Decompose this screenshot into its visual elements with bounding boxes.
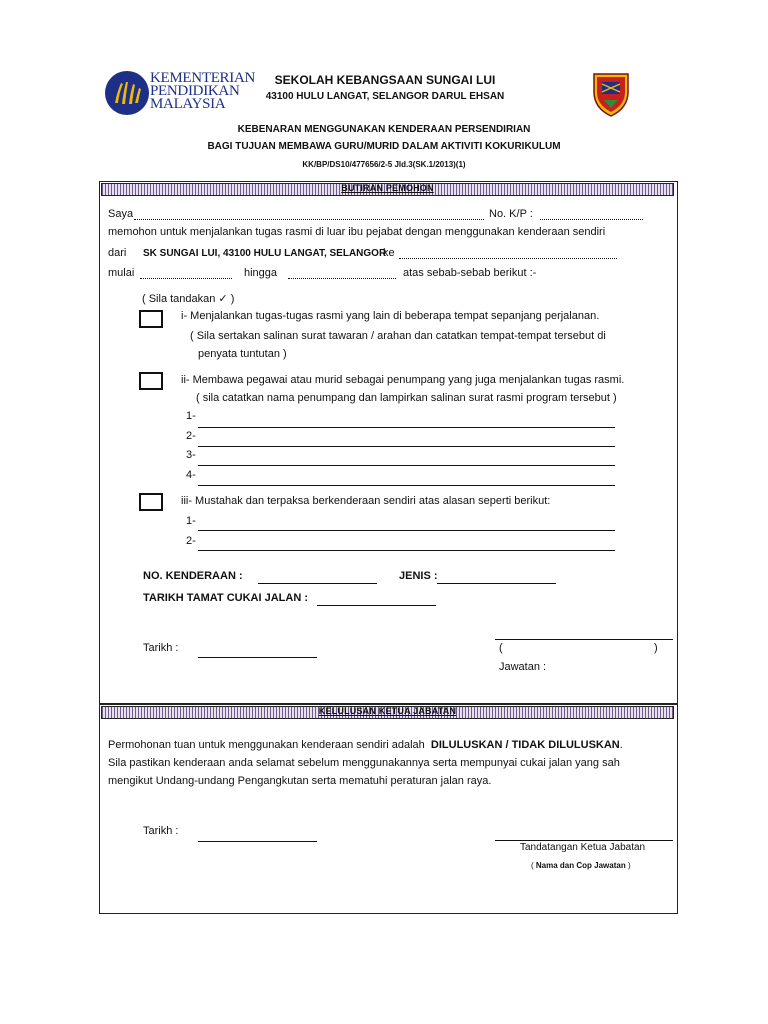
- reason-1-field[interactable]: [198, 530, 615, 531]
- reason-2-field[interactable]: [198, 550, 615, 551]
- approval-text-prefix: Permohonan tuan untuk menggunakan kenderaan sendiri adalah: [108, 739, 425, 751]
- school-name: SEKOLAH KEBANGSAAN SUNGAI LUI: [274, 73, 496, 87]
- purpose-text: memohon untuk menjalankan tugas rasmi di luar ibu pejabat dengan menggunakan kenderaan sendiri: [108, 226, 606, 238]
- ministry-logo-line: PENDIDIKAN: [150, 83, 240, 99]
- from-value: SK SUNGAI LUI, 43100 HULU LANGAT, SELANGOR: [143, 248, 387, 259]
- destination-field[interactable]: [399, 258, 617, 259]
- road-tax-label: TARIKH TAMAT CUKAI JALAN :: [143, 592, 308, 604]
- head-signature-note-text: Nama dan Cop Jawatan: [535, 861, 626, 870]
- applicant-name-close-paren: ): [654, 642, 658, 654]
- approval-text-suffix: .: [619, 739, 623, 751]
- approval-text-line-3: mengikut Undang-undang Pengangkutan serta mematuhi peraturan jalan raya.: [108, 775, 492, 787]
- until-label: hingga: [244, 267, 278, 279]
- vehicle-type-label: JENIS :: [399, 570, 438, 582]
- head-signature-note: [531, 861, 631, 870]
- end-date-field[interactable]: [288, 278, 396, 279]
- approval-section-title: KELULUSAN KETUA JABATAN: [318, 706, 457, 716]
- vehicle-type-field[interactable]: [437, 583, 556, 584]
- head-signature-line[interactable]: [495, 840, 673, 841]
- start-date-field[interactable]: [140, 278, 232, 279]
- applicant-date-label: Tarikh :: [143, 642, 179, 654]
- ministry-logo-line: KEMENTERIAN: [150, 70, 256, 86]
- applicant-date-field[interactable]: [198, 657, 317, 658]
- approval-date-field[interactable]: [198, 841, 317, 842]
- applicant-section-header: [101, 183, 674, 196]
- option-1-text: i- Menjalankan tugas-tugas rasmi yang lain di beberapa tempat sepanjang perjalanan.: [181, 310, 600, 322]
- passenger-1-field[interactable]: [198, 427, 615, 428]
- from-label: dari: [108, 247, 127, 259]
- ministry-logo: [104, 70, 150, 116]
- form-title-1: KEBENARAN MENGGUNAKAN KENDERAAN PERSENDIRIAN: [237, 124, 531, 135]
- option-1-checkbox[interactable]: [139, 310, 163, 328]
- reason-number: 1-: [186, 515, 196, 527]
- passenger-4-field[interactable]: [198, 485, 615, 486]
- passenger-number: 4-: [186, 469, 196, 481]
- start-label: mulai: [108, 267, 135, 279]
- head-signature-note-open: (: [531, 861, 534, 870]
- vehicle-number-field[interactable]: [258, 583, 377, 584]
- approval-date-label: Tarikh :: [143, 825, 179, 837]
- passenger-number: 2-: [186, 430, 196, 442]
- option-3-checkbox[interactable]: [139, 493, 163, 511]
- option-3-text: iii- Mustahak dan terpaksa berkenderaan sendiri atas alasan seperti berikut:: [181, 495, 551, 507]
- approval-section-header: [101, 706, 674, 719]
- head-signature-note-close: ): [627, 861, 631, 870]
- applicant-name-open-paren: (: [499, 642, 503, 654]
- approval-text-line-2: Sila pastikan kenderaan anda selamat sebelum menggunakannya serta mempunyai cukai jalan yang sah: [108, 757, 620, 769]
- position-label: Jawatan :: [499, 661, 547, 673]
- applicant-section-title: BUTIRAN PEMOHON: [341, 183, 434, 193]
- option-2-text: ii- Membawa pegawai atau murid sebagai penumpang yang juga menjalankan tugas rasmi.: [181, 374, 625, 386]
- ic-field[interactable]: [540, 219, 643, 220]
- head-signature-label: Tandatangan Ketua Jabatan: [520, 842, 646, 853]
- option-2-checkbox[interactable]: [139, 372, 163, 390]
- reference-number: KK/BP/DS10/477656/2-5 Jld.3(SK.1/2013)(1): [302, 160, 466, 169]
- approval-section: [99, 703, 678, 914]
- option-2-note: ( sila catatkan nama penumpang dan lampirkan salinan surat rasmi program tersebut ): [196, 392, 617, 404]
- road-tax-field[interactable]: [317, 605, 436, 606]
- vehicle-number-label: NO. KENDERAAN :: [143, 570, 243, 582]
- form-title-2: BAGI TUJUAN MEMBAWA GURU/MURID DALAM AKTIVITI KOKURIKULUM: [207, 141, 561, 152]
- school-address: 43100 HULU LANGAT, SELANGOR DARUL EHSAN: [265, 91, 505, 102]
- approval-decision[interactable]: DILULUSKAN / TIDAK DILULUSKAN: [430, 739, 620, 751]
- applicant-signature-line[interactable]: [495, 639, 673, 640]
- reason-number: 2-: [186, 535, 196, 547]
- option-1-note-cont: penyata tuntutan ): [198, 348, 287, 360]
- passenger-number: 3-: [186, 449, 196, 461]
- ic-label: No. K/P :: [489, 208, 533, 220]
- passenger-2-field[interactable]: [198, 446, 615, 447]
- name-label: Saya: [108, 208, 134, 220]
- name-field[interactable]: [134, 219, 484, 220]
- school-crest-icon: [588, 70, 634, 118]
- ministry-logo-line: MALAYSIA: [150, 96, 226, 112]
- reasons-label: atas sebab-sebab berikut :-: [403, 267, 537, 279]
- applicant-section: [99, 181, 678, 705]
- approval-text-line-1: [108, 739, 623, 751]
- passenger-number: 1-: [186, 410, 196, 422]
- option-1-note: ( Sila sertakan salinan surat tawaran / arahan dan catatkan tempat-tempat tersebut di: [190, 330, 606, 342]
- passenger-3-field[interactable]: [198, 465, 615, 466]
- to-label: ke: [383, 247, 395, 259]
- tick-instruction: ( Sila tandakan ✓ ): [142, 293, 235, 305]
